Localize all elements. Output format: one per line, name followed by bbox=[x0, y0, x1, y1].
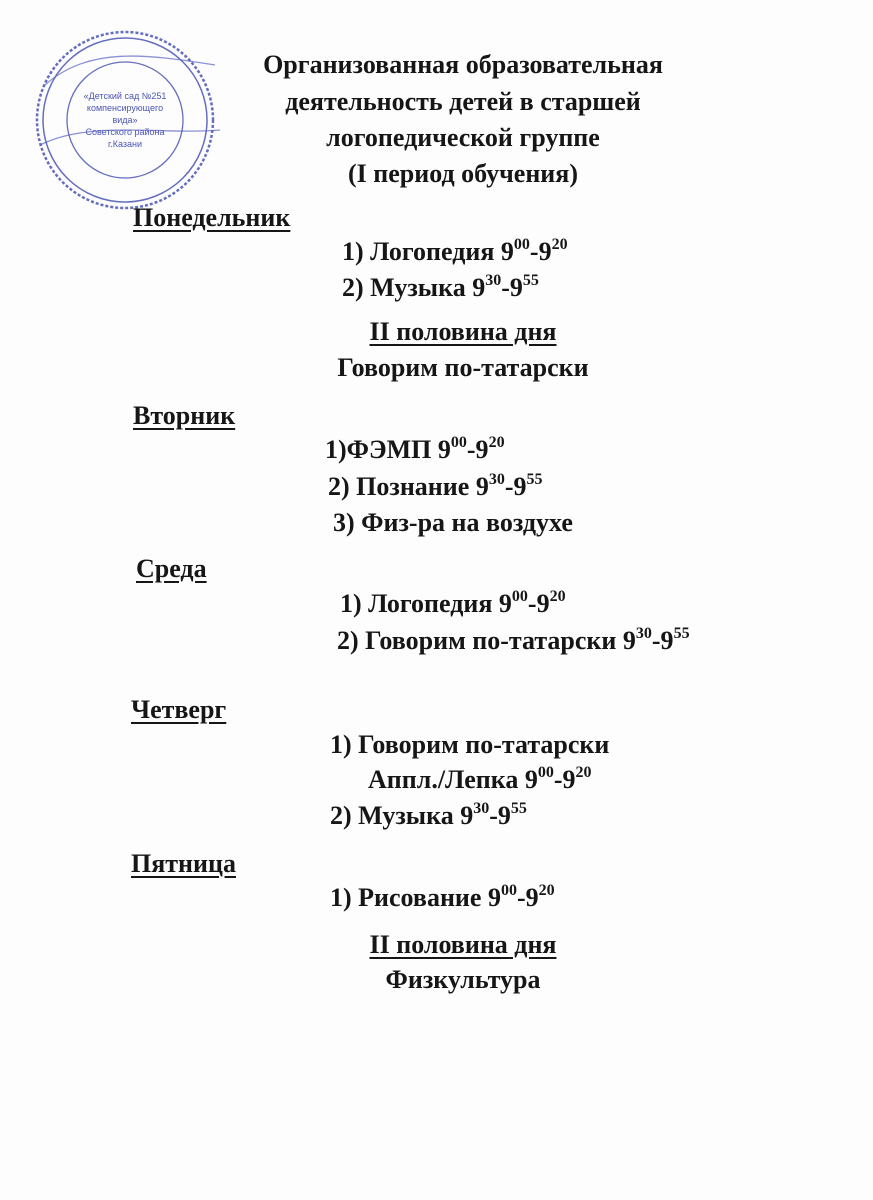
afternoon-activity: Физкультура bbox=[385, 965, 541, 994]
schedule-item: Аппл./Лепка $9^{00}-9^{20}$ bbox=[368, 764, 592, 794]
afternoon-heading: II половина дня bbox=[369, 930, 557, 959]
svg-text:г.Казани: г.Казани bbox=[108, 139, 142, 149]
schedule-item: 1) Логопедия $9^{00}-9^{20}$ bbox=[340, 588, 566, 618]
svg-text:вида»: вида» bbox=[112, 115, 138, 125]
svg-text:компенсирующего: компенсирующего bbox=[86, 103, 164, 113]
schedule-item: 2) Музыка $9^{30}-9^{55}$ bbox=[342, 272, 539, 302]
schedule-item: 1) Логопедия $9^{00}-9^{20}$ bbox=[342, 236, 568, 266]
title-line-1: Организованная образовательная bbox=[263, 50, 663, 79]
title-line-2: деятельность детей в старшей bbox=[285, 87, 641, 116]
schedule-item: 1) Рисование $9^{00}-9^{20}$ bbox=[330, 882, 555, 912]
day-heading-friday: Пятница bbox=[131, 849, 237, 878]
schedule-item: 3) Физ-ра на воздухе bbox=[333, 508, 573, 537]
schedule-item: 1) Говорим по-татарски bbox=[330, 730, 610, 759]
svg-text:Советского района: Советского района bbox=[85, 127, 165, 137]
day-heading-monday: Понедельник bbox=[133, 203, 291, 232]
afternoon-activity: Говорим по-татарски bbox=[337, 353, 589, 382]
schedule-item: 1)ФЭМП $9^{00}-9^{20}$ bbox=[325, 434, 505, 464]
title-line-4: (I период обучения) bbox=[347, 159, 579, 188]
day-heading-tuesday: Вторник bbox=[133, 401, 236, 430]
schedule-item: 2) Познание $9^{30}-9^{55}$ bbox=[328, 471, 543, 501]
schedule-item: 2) Говорим по-татарски $9^{30}-9^{55}$ bbox=[337, 625, 690, 655]
title-line-3: логопедической группе bbox=[326, 123, 600, 152]
afternoon-heading: II половина дня bbox=[369, 317, 557, 346]
schedule-item: 2) Музыка $9^{30}-9^{55}$ bbox=[330, 800, 527, 830]
day-heading-thursday: Четверг bbox=[131, 695, 227, 724]
day-heading-wednesday: Среда bbox=[136, 554, 207, 583]
svg-text:«Детский сад №251: «Детский сад №251 bbox=[83, 91, 167, 101]
